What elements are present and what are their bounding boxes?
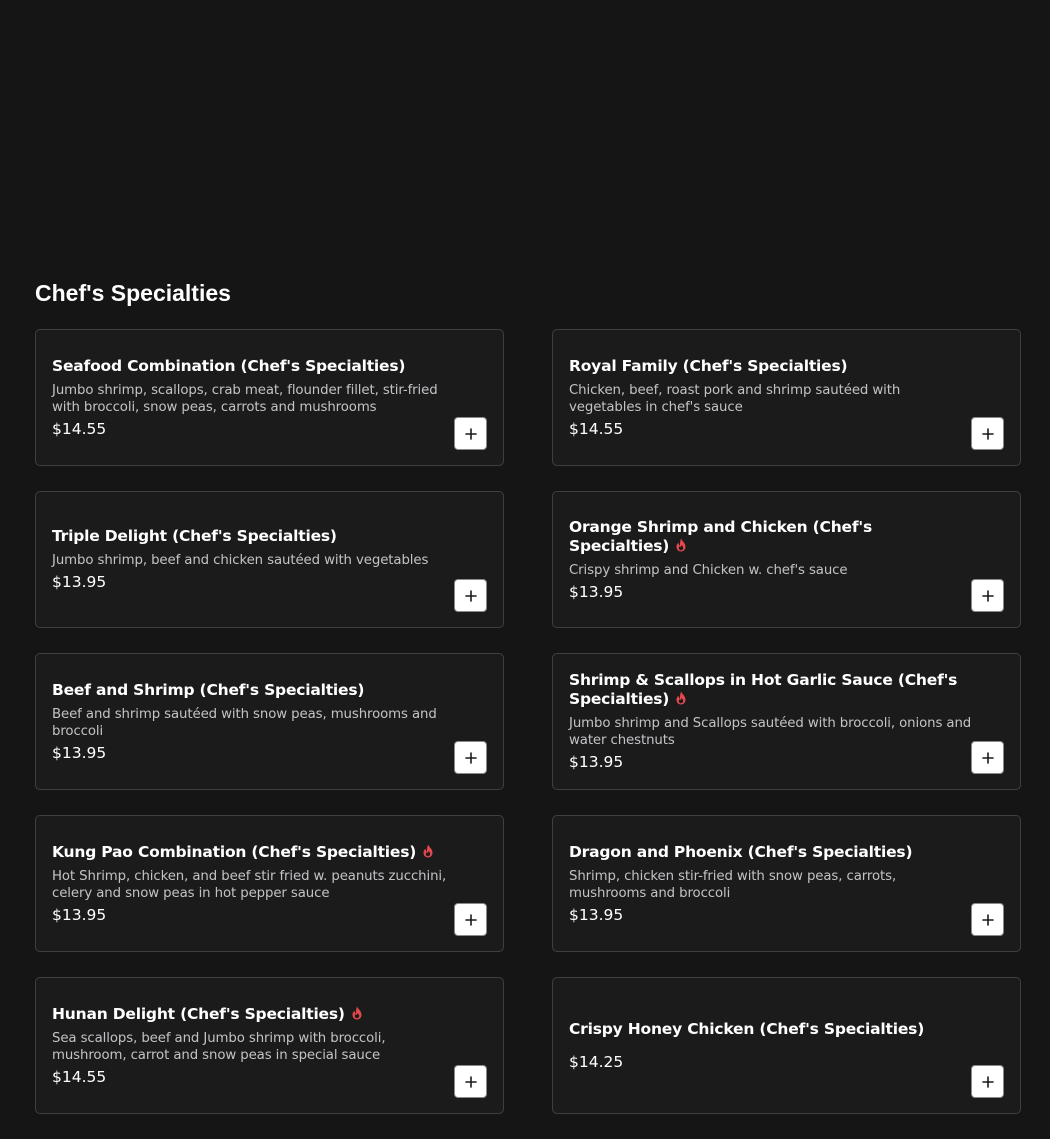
menu-item-card[interactable]	[552, 329, 1021, 466]
menu-item-price: $13.95	[569, 582, 624, 601]
menu-item-price: $14.55	[52, 1067, 107, 1086]
menu-item-card[interactable]	[35, 491, 504, 628]
menu-item-price: $14.55	[569, 419, 624, 438]
menu-item-price: $13.95	[52, 743, 107, 762]
menu-item-price: $14.55	[52, 419, 107, 438]
menu-item-description: Sea scallops, beef and Jumbo shrimp with broccoli, mushroom, carrot and snow peas in special sauce	[52, 1030, 386, 1063]
menu-item-title	[52, 681, 487, 700]
plus-icon	[982, 752, 994, 764]
menu-item-title-text: Royal Family (Chef's Specialties)	[569, 356, 848, 375]
menu-item-description: Jumbo shrimp and Scallops sautéed with broccoli, onions and water chestnuts	[569, 716, 972, 748]
menu-item-description: Shrimp, chicken stir-fried with snow peas, carrots, mushrooms and broccoli	[569, 868, 897, 901]
menu-item-card[interactable]	[35, 977, 504, 1114]
menu-item-title	[52, 843, 487, 862]
menu-item-title-text: Orange Shrimp and Chicken (Chef's Specialties)	[569, 517, 872, 555]
menu-item-card[interactable]	[552, 653, 1021, 790]
menu-item-title	[569, 357, 1004, 376]
plus-icon	[982, 914, 994, 926]
menu-item-card[interactable]	[552, 977, 1021, 1114]
menu-item-description: Jumbo shrimp, scallops, crab meat, flounder fillet, stir-fried with broccoli, snow peas, carrots and mushrooms	[52, 382, 438, 415]
menu-item-title-text: Beef and Shrimp (Chef's Specialties)	[52, 680, 365, 699]
menu-item-title-text: Shrimp & Scallops in Hot Garlic Sauce (Chef's Specialties)	[569, 671, 958, 708]
menu-item-title-text: Dragon and Phoenix (Chef's Specialties)	[569, 842, 913, 861]
menu-item-card[interactable]	[35, 815, 504, 952]
plus-icon	[982, 590, 994, 602]
plus-icon	[465, 914, 477, 926]
menu-item-title	[569, 1020, 1004, 1039]
menu-item-title	[52, 527, 487, 546]
add-to-cart-button[interactable]	[971, 741, 1004, 774]
menu-item-title-text: Kung Pao Combination (Chef's Specialties)	[52, 842, 417, 861]
plus-icon	[465, 1076, 477, 1088]
menu-item-card[interactable]	[35, 329, 504, 466]
menu-item-description: Chicken, beef, roast pork and shrimp sautéed with vegetables in chef's sauce	[569, 382, 901, 415]
section-title: Chef's Specialties	[35, 280, 231, 306]
add-to-cart-button[interactable]	[454, 903, 487, 936]
menu-item-description: Jumbo shrimp, beef and chicken sautéed with vegetables	[52, 553, 429, 568]
menu-item-card[interactable]	[552, 491, 1021, 628]
menu-item-price: $13.95	[569, 753, 624, 771]
add-to-cart-button[interactable]	[971, 417, 1004, 450]
flame-icon	[422, 844, 434, 858]
menu-item-grid	[35, 329, 1021, 1139]
menu-item-title-text: Crispy Honey Chicken (Chef's Specialties)	[569, 1019, 925, 1038]
plus-icon	[465, 590, 477, 602]
add-to-cart-button[interactable]	[454, 1065, 487, 1098]
menu-item-description: Hot Shrimp, chicken, and beef stir fried w. peanuts zucchini, celery and snow peas in hot pepper sauce	[52, 868, 447, 901]
plus-icon	[982, 428, 994, 440]
menu-item-title	[569, 518, 1004, 556]
plus-icon	[982, 1076, 994, 1088]
add-to-cart-button[interactable]	[454, 417, 487, 450]
plus-icon	[465, 428, 477, 440]
menu-item-card[interactable]	[552, 815, 1021, 952]
menu-item-title	[569, 671, 1004, 709]
flame-icon	[675, 691, 687, 705]
menu-item-title-text: Seafood Combination (Chef's Specialties)	[52, 356, 406, 375]
flame-icon	[675, 538, 687, 552]
menu-item-title	[569, 843, 1004, 862]
add-to-cart-button[interactable]	[971, 903, 1004, 936]
add-to-cart-button[interactable]	[454, 741, 487, 774]
menu-item-price: $13.95	[569, 905, 624, 924]
menu-item-title	[52, 357, 487, 376]
menu-item-card[interactable]	[35, 653, 504, 790]
flame-icon	[351, 1006, 363, 1020]
menu-item-title-text: Hunan Delight (Chef's Specialties)	[52, 1004, 345, 1023]
plus-icon	[465, 752, 477, 764]
menu-item-description: Crispy shrimp and Chicken w. chef's sauce	[569, 562, 848, 578]
menu-item-title-text: Triple Delight (Chef's Specialties)	[52, 527, 337, 545]
menu-item-description: Beef and shrimp sautéed with snow peas, mushrooms and broccoli	[52, 706, 437, 739]
menu-item-price: $13.95	[52, 573, 107, 591]
add-to-cart-button[interactable]	[454, 579, 487, 612]
menu-item-price: $13.95	[52, 905, 107, 924]
add-to-cart-button[interactable]	[971, 579, 1004, 612]
add-to-cart-button[interactable]	[971, 1065, 1004, 1098]
menu-item-price: $14.25	[569, 1052, 624, 1071]
menu-item-title	[52, 1005, 487, 1024]
